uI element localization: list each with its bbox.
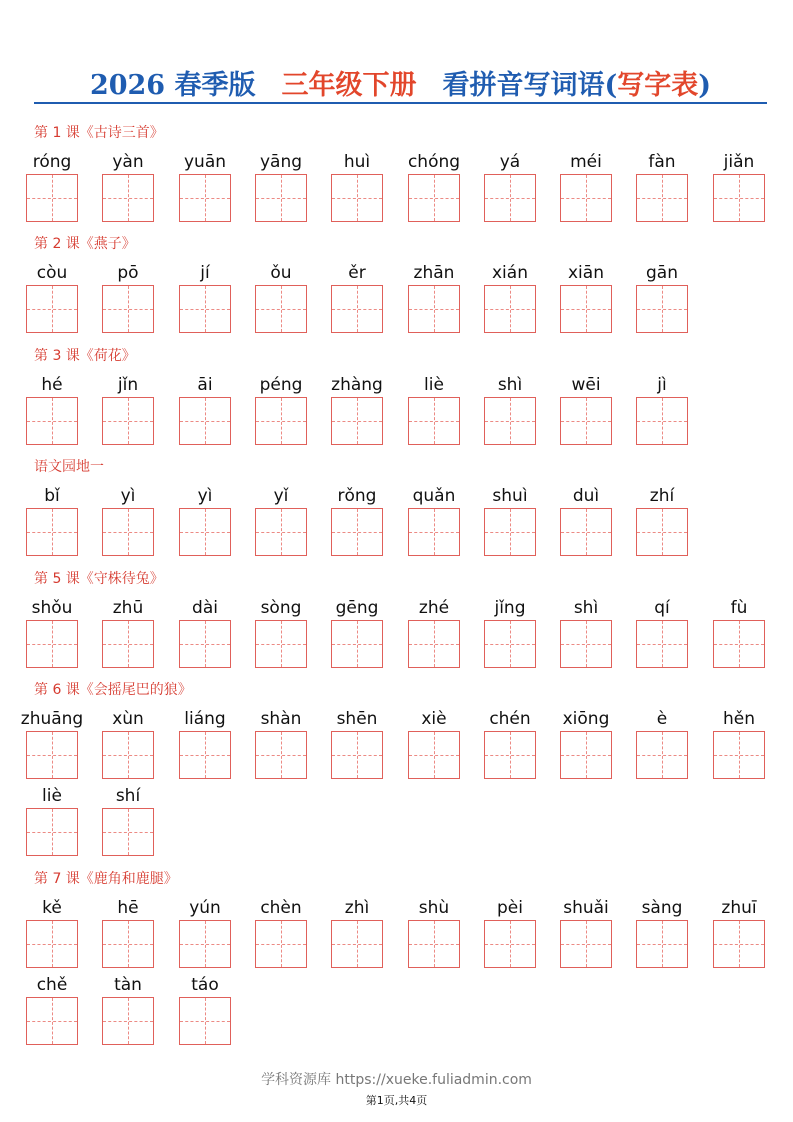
pinyin-label: méi	[570, 152, 602, 172]
pinyin-label: yá	[499, 152, 521, 172]
word-cell	[713, 898, 765, 968]
tianzige-writing-box[interactable]	[484, 397, 536, 445]
lesson-heading: 第 2 课《燕子》	[34, 236, 136, 252]
word-cell	[331, 486, 383, 556]
pinyin-label: qí	[654, 598, 670, 618]
tianzige-writing-box[interactable]	[102, 397, 154, 445]
word-cell	[179, 898, 231, 968]
pinyin-label: jǐng	[494, 598, 526, 618]
word-cell	[179, 598, 231, 668]
pinyin-label: liáng	[184, 709, 226, 729]
word-cell	[636, 898, 688, 968]
word-cell	[408, 486, 460, 556]
tianzige-writing-box[interactable]	[331, 731, 383, 779]
tianzige-writing-box[interactable]	[560, 508, 612, 556]
pinyin-label: xùn	[112, 709, 144, 729]
word-cell	[713, 709, 765, 779]
pinyin-label: yàn	[112, 152, 144, 172]
tianzige-writing-box[interactable]	[560, 285, 612, 333]
pinyin-label: quǎn	[412, 486, 456, 506]
pinyin-label: xiōng	[562, 709, 610, 729]
pinyin-label: jǐn	[117, 375, 139, 395]
tianzige-writing-box[interactable]	[408, 508, 460, 556]
word-cell	[255, 898, 307, 968]
tianzige-writing-box[interactable]	[26, 174, 78, 222]
word-cell	[255, 709, 307, 779]
word-cell	[102, 786, 154, 856]
word-cell	[331, 598, 383, 668]
word-cell	[26, 486, 78, 556]
title-underline	[34, 102, 767, 104]
pinyin-label: kě	[42, 898, 62, 918]
pinyin-label: wēi	[571, 375, 601, 395]
pinyin-label: ǒu	[270, 263, 292, 283]
pinyin-label: rǒng	[337, 486, 377, 506]
word-cell	[408, 598, 460, 668]
word-cell	[179, 709, 231, 779]
pinyin-label: è	[656, 709, 668, 729]
pinyin-label: fàn	[648, 152, 676, 172]
tianzige-writing-box[interactable]	[408, 174, 460, 222]
tianzige-writing-box[interactable]	[331, 174, 383, 222]
page-number: 第1页,共4页	[365, 1094, 428, 1107]
tianzige-writing-box[interactable]	[26, 397, 78, 445]
tianzige-writing-box[interactable]	[26, 620, 78, 668]
word-cell	[20, 709, 84, 779]
tianzige-writing-box[interactable]	[408, 397, 460, 445]
word-cell	[26, 375, 78, 445]
tianzige-writing-box[interactable]	[560, 920, 612, 968]
word-cell	[26, 898, 78, 968]
word-cell	[713, 598, 765, 668]
pinyin-label: shuì	[492, 486, 528, 506]
word-cell	[331, 152, 383, 222]
pinyin-label: chèn	[260, 898, 302, 918]
word-cell	[179, 375, 231, 445]
pinyin-label: chóng	[407, 152, 461, 172]
word-cell	[713, 152, 765, 222]
word-cell	[102, 375, 154, 445]
tianzige-writing-box[interactable]	[408, 620, 460, 668]
pinyin-label: xiè	[421, 709, 447, 729]
word-cell	[560, 152, 612, 222]
pinyin-label: shí	[115, 786, 141, 806]
word-cell	[484, 263, 536, 333]
pinyin-label: shì	[497, 375, 523, 395]
title-task-close: )	[698, 70, 712, 101]
tianzige-writing-box[interactable]	[102, 808, 154, 856]
lesson-heading: 第 7 课《鹿角和鹿腿》	[34, 871, 178, 887]
pinyin-label: zhān	[413, 263, 455, 283]
tianzige-writing-box[interactable]	[26, 285, 78, 333]
pinyin-label: zhuī	[721, 898, 757, 918]
tianzige-writing-box[interactable]	[408, 731, 460, 779]
pinyin-label: táo	[191, 975, 219, 995]
tianzige-writing-box[interactable]	[255, 920, 307, 968]
title-task: 看拼音写词语(	[442, 70, 618, 101]
title-task-highlight: 写字表	[617, 70, 699, 101]
tianzige-writing-box[interactable]	[560, 174, 612, 222]
tianzige-writing-box[interactable]	[484, 920, 536, 968]
tianzige-writing-box[interactable]	[26, 997, 78, 1045]
tianzige-writing-box[interactable]	[331, 285, 383, 333]
word-cell	[484, 152, 536, 222]
pinyin-label: sàng	[641, 898, 683, 918]
pinyin-label: chě	[36, 975, 68, 995]
word-cell	[26, 263, 78, 333]
tianzige-writing-box[interactable]	[713, 731, 765, 779]
word-cell	[179, 975, 231, 1045]
word-cell	[255, 598, 307, 668]
word-cell	[560, 898, 612, 968]
word-cell	[560, 375, 612, 445]
pinyin-label: pèi	[497, 898, 523, 918]
tianzige-writing-box[interactable]	[179, 397, 231, 445]
pinyin-label: hē	[117, 898, 139, 918]
word-cell	[26, 786, 78, 856]
tianzige-writing-box[interactable]	[636, 920, 688, 968]
pinyin-label: yì	[120, 486, 136, 506]
pinyin-label: zhuāng	[20, 709, 84, 729]
tianzige-writing-box[interactable]	[255, 397, 307, 445]
word-cell	[26, 152, 78, 222]
word-cell	[484, 898, 536, 968]
word-cell	[179, 152, 231, 222]
word-cell	[408, 709, 460, 779]
lesson-heading: 第 6 课《会摇尾巴的狼》	[34, 682, 192, 698]
word-cell	[331, 898, 383, 968]
pinyin-label: yuān	[183, 152, 227, 172]
pinyin-label: gēng	[335, 598, 379, 618]
title-grade: 三年级下册	[281, 70, 417, 101]
tianzige-writing-box[interactable]	[636, 731, 688, 779]
pinyin-label: liè	[424, 375, 444, 395]
word-cell	[636, 486, 688, 556]
pinyin-label: jiǎn	[723, 152, 755, 172]
tianzige-writing-box[interactable]	[636, 397, 688, 445]
tianzige-writing-box[interactable]	[331, 508, 383, 556]
word-cell	[331, 375, 383, 445]
tianzige-writing-box[interactable]	[560, 620, 612, 668]
pinyin-label: sòng	[260, 598, 302, 618]
word-cell	[102, 263, 154, 333]
word-cell	[102, 152, 154, 222]
word-cell	[255, 152, 307, 222]
word-cell	[636, 598, 688, 668]
word-cell	[636, 263, 688, 333]
word-cell	[102, 709, 154, 779]
tianzige-writing-box[interactable]	[255, 285, 307, 333]
word-cell	[102, 598, 154, 668]
tianzige-writing-box[interactable]	[179, 731, 231, 779]
word-cell	[636, 152, 688, 222]
pinyin-label: huì	[343, 152, 371, 172]
lesson-heading: 语文园地一	[34, 459, 104, 475]
tianzige-writing-box[interactable]	[26, 808, 78, 856]
pinyin-label: shēn	[336, 709, 378, 729]
pinyin-label: zhū	[112, 598, 144, 618]
tianzige-writing-box[interactable]	[26, 508, 78, 556]
pinyin-label: còu	[36, 263, 68, 283]
word-cell	[484, 598, 536, 668]
word-cell	[560, 263, 612, 333]
word-cell	[408, 898, 460, 968]
tianzige-writing-box[interactable]	[713, 620, 765, 668]
tianzige-writing-box[interactable]	[179, 620, 231, 668]
tianzige-writing-box[interactable]	[408, 285, 460, 333]
pinyin-label: yì	[197, 486, 213, 506]
pinyin-label: yǐ	[273, 486, 289, 506]
pinyin-label: zhì	[344, 898, 370, 918]
pinyin-label: duì	[572, 486, 600, 506]
page-title	[34, 66, 767, 106]
word-cell	[179, 263, 231, 333]
word-cell	[636, 375, 688, 445]
tianzige-writing-box[interactable]	[484, 285, 536, 333]
pinyin-label: hé	[41, 375, 63, 395]
tianzige-writing-box[interactable]	[179, 997, 231, 1045]
word-cell	[255, 263, 307, 333]
word-cell	[408, 152, 460, 222]
word-cell	[331, 709, 383, 779]
tianzige-writing-box[interactable]	[331, 920, 383, 968]
tianzige-writing-box[interactable]	[26, 920, 78, 968]
word-cell	[255, 486, 307, 556]
tianzige-writing-box[interactable]	[102, 920, 154, 968]
tianzige-writing-box[interactable]	[636, 508, 688, 556]
pinyin-label: pō	[117, 263, 139, 283]
pinyin-label: zhàng	[331, 375, 383, 395]
pinyin-label: jí	[200, 263, 210, 283]
pinyin-label: hěn	[722, 709, 755, 729]
pinyin-label: āi	[197, 375, 213, 395]
word-cell	[102, 975, 154, 1045]
pinyin-label: shàn	[260, 709, 302, 729]
pinyin-label: gān	[646, 263, 678, 283]
word-cell	[560, 486, 612, 556]
pinyin-label: tàn	[114, 975, 142, 995]
pinyin-label: jì	[657, 375, 667, 395]
tianzige-writing-box[interactable]	[102, 508, 154, 556]
word-cell	[408, 375, 460, 445]
pinyin-label: zhí	[649, 486, 675, 506]
word-cell	[255, 375, 307, 445]
tianzige-writing-box[interactable]	[102, 620, 154, 668]
tianzige-writing-box[interactable]	[331, 620, 383, 668]
tianzige-writing-box[interactable]	[179, 920, 231, 968]
pinyin-label: yún	[189, 898, 221, 918]
tianzige-writing-box[interactable]	[102, 285, 154, 333]
tianzige-writing-box[interactable]	[484, 174, 536, 222]
tianzige-writing-box[interactable]	[102, 997, 154, 1045]
tianzige-writing-box[interactable]	[484, 508, 536, 556]
word-cell	[484, 486, 536, 556]
tianzige-writing-box[interactable]	[102, 731, 154, 779]
tianzige-writing-box[interactable]	[713, 174, 765, 222]
tianzige-writing-box[interactable]	[713, 920, 765, 968]
word-cell	[484, 709, 536, 779]
word-cell	[26, 598, 78, 668]
tianzige-writing-box[interactable]	[408, 920, 460, 968]
pinyin-label: shì	[573, 598, 599, 618]
pinyin-label: dài	[192, 598, 218, 618]
tianzige-writing-box[interactable]	[102, 174, 154, 222]
lesson-heading: 第 3 课《荷花》	[34, 348, 136, 364]
pinyin-label: péng	[259, 375, 303, 395]
title-edition: 2026 春季版	[89, 70, 256, 101]
pinyin-label: ěr	[348, 263, 366, 283]
tianzige-writing-box[interactable]	[560, 397, 612, 445]
word-cell	[560, 598, 612, 668]
pinyin-label: róng	[32, 152, 72, 172]
tianzige-writing-box[interactable]	[636, 620, 688, 668]
pinyin-label: bǐ	[44, 486, 60, 506]
tianzige-writing-box[interactable]	[255, 620, 307, 668]
tianzige-writing-box[interactable]	[484, 620, 536, 668]
pinyin-label: shù	[418, 898, 450, 918]
tianzige-writing-box[interactable]	[179, 285, 231, 333]
word-cell	[26, 975, 78, 1045]
word-cell	[408, 263, 460, 333]
word-cell	[560, 709, 612, 779]
tianzige-writing-box[interactable]	[179, 174, 231, 222]
lesson-heading: 第 5 课《守株待兔》	[34, 571, 164, 587]
tianzige-writing-box[interactable]	[331, 397, 383, 445]
word-cell	[484, 375, 536, 445]
pinyin-label: shǒu	[31, 598, 73, 618]
tianzige-writing-box[interactable]	[636, 285, 688, 333]
word-cell	[102, 486, 154, 556]
source-watermark: 学科资源库 https://xueke.fuliadmin.com	[261, 1072, 532, 1088]
pinyin-label: xián	[492, 263, 528, 283]
word-cell	[179, 486, 231, 556]
word-cell	[102, 898, 154, 968]
pinyin-label: xiān	[568, 263, 604, 283]
tianzige-writing-box[interactable]	[255, 731, 307, 779]
pinyin-label: chén	[489, 709, 531, 729]
tianzige-writing-box[interactable]	[560, 731, 612, 779]
lesson-heading: 第 1 课《古诗三首》	[34, 125, 164, 141]
tianzige-writing-box[interactable]	[255, 508, 307, 556]
pinyin-label: shuǎi	[563, 898, 609, 918]
tianzige-writing-box[interactable]	[636, 174, 688, 222]
pinyin-label: yāng	[259, 152, 303, 172]
tianzige-writing-box[interactable]	[26, 731, 78, 779]
pinyin-label: zhé	[418, 598, 450, 618]
pinyin-label: liè	[42, 786, 62, 806]
pinyin-label: fù	[730, 598, 748, 618]
word-cell	[331, 263, 383, 333]
tianzige-writing-box[interactable]	[179, 508, 231, 556]
tianzige-writing-box[interactable]	[255, 174, 307, 222]
tianzige-writing-box[interactable]	[484, 731, 536, 779]
word-cell	[636, 709, 688, 779]
